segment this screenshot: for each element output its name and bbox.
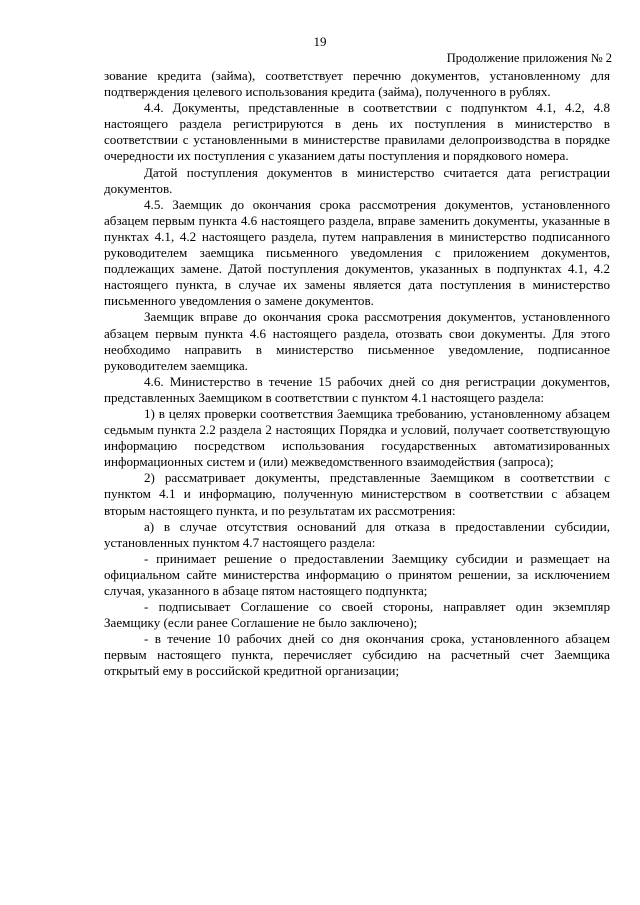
paragraph: - подписывает Соглашение со своей стороны, направляет один экземпляр Заемщику (если ранее Соглашение не было заключено); [104,599,610,631]
appendix-label: Продолжение приложения № 2 [446,51,612,65]
paragraph: Датой поступления документов в министерство считается дата регистрации документов. [104,164,610,196]
paragraph: - в течение 10 рабочих дней со дня окончания срока, установленного абзацем первым настоящего пункта, перечисляет субсидию на расчетный счет Заемщика открытый ему в российской кредитной организации; [104,631,610,679]
paragraph: зование кредита (займа), соответствует перечню документов, установленному для подтверждения целевого использования кредита (займа), полученного в рублях. [104,68,610,100]
paragraph: 4.6. Министерство в течение 15 рабочих дней со дня регистрации документов, представленных Заемщиком в соответствии с пунктом 4.1 настоящего раздела: [104,373,610,405]
paragraph: Заемщик вправе до окончания срока рассмотрения документов, установленного абзацем первым пункта 4.6 настоящего раздела, отозвать свои документы. Для этого необходимо направить в министерство письменное уведомление, подписанное руководителем заемщика. [104,309,610,373]
paragraph: 1) в целях проверки соответствия Заемщика требованию, установленному абзацем седьмым пункта 2.2 раздела 2 настоящих Порядка и условий, получает соответствующую информацию посредством использования государственных автоматизированных информационных систем и (или) межведомственного взаимодействия (запроса); [104,405,610,470]
text-body [104,68,610,680]
paragraph: 4.5. Заемщик до окончания срока рассмотрения документов, установленного абзацем первым пункта 4.6 настоящего раздела, вправе заменить документы, указанные в пунктах 4.1, 4.2 настоящего раздела, путем направления в министерство подписанного руководителем заемщика письменного уведомления с приложением документов, подлежащих замене. Датой поступления документов, указанных в подпунктах 4.1, 4.2 настоящего пункта, в случае их замены является дата поступления в министерство письменного уведомления о замене документов. [104,196,610,309]
paragraph: 4.4. Документы, представленные в соответствии с подпунктом 4.1, 4.2, 4.8 настоящего раздела регистрируются в день их поступления в министерство в соответствии с установленными в министерстве правилами делопроизводства в порядке очередности их поступления с указанием даты поступления и порядкового номера. [104,100,610,164]
paragraph: 2) рассматривает документы, представленные Заемщиком в соответствии с пунктом 4.1 и информацию, полученную министерством в соответствии с абзацем вторым настоящего пункта, и по результатам их рассмотрения: [104,470,610,518]
paragraph: - принимает решение о предоставлении Заемщику субсидии и размещает на официальном сайте министерства информацию о принятом решении, за исключением случая, указанного в абзаце пятом настоящего подпункта; [104,550,610,598]
paragraph: а) в случае отсутствия оснований для отказа в предоставлении субсидии, установленных пунктом 4.7 настоящего раздела: [104,518,610,550]
page-number: 19 [313,34,327,49]
